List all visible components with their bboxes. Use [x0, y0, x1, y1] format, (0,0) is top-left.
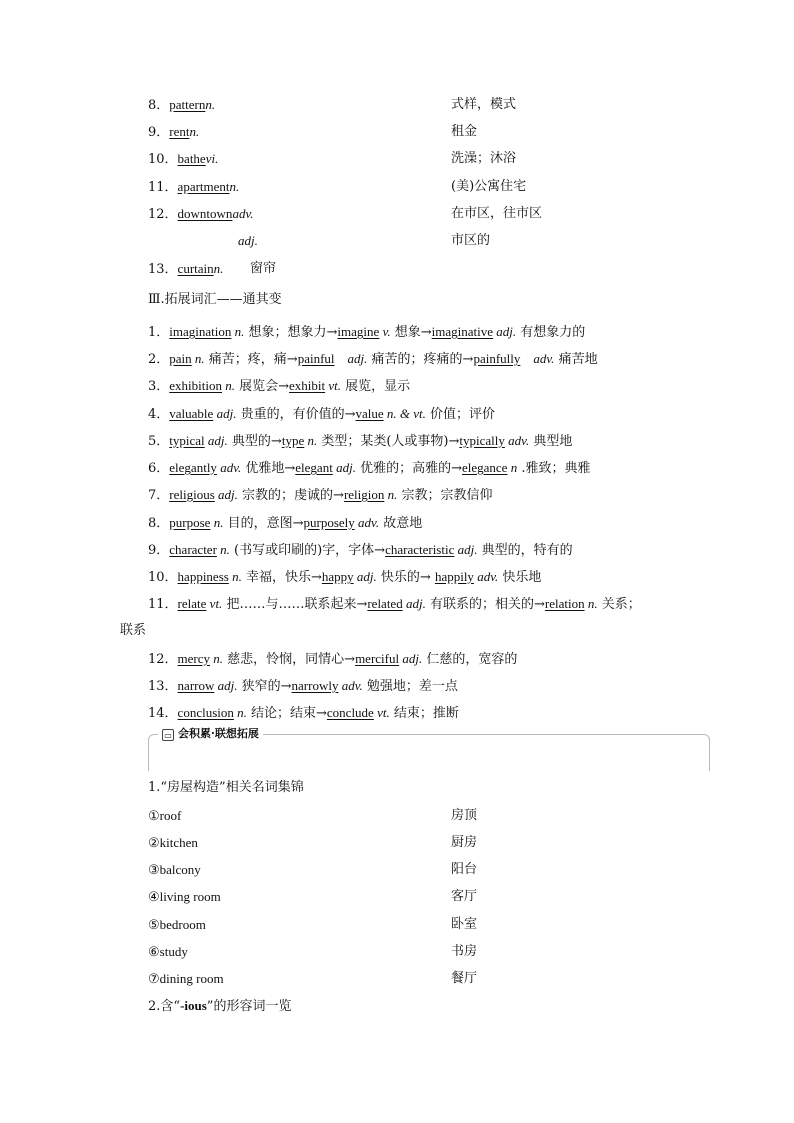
- derivation-word: valuable: [169, 406, 214, 421]
- house-term-en: ②kitchen: [148, 835, 198, 850]
- part-of-speech: adj.: [399, 651, 423, 666]
- part-of-speech: n: [507, 460, 518, 475]
- derivation-gloss: 优雅地→: [241, 461, 296, 476]
- derivation-word: religion: [343, 487, 385, 502]
- house-term-en: ⑥study: [148, 944, 188, 959]
- house-term-zh: 厨房: [451, 835, 478, 850]
- vocab-item: 11．apartmentn.: [148, 179, 240, 195]
- part-of-speech: n.: [210, 515, 224, 530]
- tips-box-title: ▭ 会积累·联想拓展: [158, 727, 263, 741]
- derivation-gloss: 典型的，特有的: [477, 543, 573, 558]
- derivation-word: purpose: [169, 515, 211, 530]
- derivation-gloss: 目的，意图→: [223, 516, 304, 531]
- part-of-speech: n.: [228, 569, 242, 584]
- house-term-zh: 阳台: [451, 862, 478, 877]
- derivation-item: 14．conclusion n. 结论；结束→conclude vt. 结束；推断: [148, 705, 459, 721]
- derivation-item: 6．elegantly adv. 优雅地→elegant adj. 优雅的；高雅的→elegance n .雅致；典雅: [148, 460, 591, 476]
- house-term-en: ⑤bedroom: [148, 917, 206, 932]
- vocab-extra-pos: adj.: [238, 233, 258, 248]
- derivation-word: exhibit: [289, 378, 326, 393]
- part-of-speech: adv.: [504, 433, 530, 448]
- derivation-gloss: 有想象力的: [516, 325, 586, 340]
- part-of-speech: adv.: [338, 678, 363, 693]
- part-of-speech: n.: [233, 705, 247, 720]
- vocab-word: bathe: [177, 151, 206, 166]
- part-of-speech: n.: [191, 351, 205, 366]
- derivation-gloss: 想象→: [390, 325, 432, 340]
- derivation-gloss: 幸福，快乐→: [241, 570, 322, 585]
- part-of-speech: adv.: [354, 515, 380, 530]
- derivation-gloss: 结束；推断: [389, 706, 459, 721]
- derivation-gloss: 勉强地；差一点: [362, 679, 458, 694]
- derivation-word: conclusion: [177, 705, 234, 720]
- derivation-word: pain: [169, 351, 192, 366]
- derivation-gloss: 痛苦地: [554, 352, 598, 367]
- derivation-word: imaginative: [431, 324, 494, 339]
- house-term-en: ①roof: [148, 808, 182, 823]
- part-of-speech: adj.: [493, 324, 517, 339]
- vocab-item: 9．rentn.: [148, 124, 200, 140]
- derivation-item: 1．imagination n. 想象；想象力→imagine v. 想象→imaginative adj. 有想象力的: [148, 324, 586, 340]
- derivation-word: happy: [321, 569, 354, 584]
- derivation-item: 4．valuable adj. 贵重的，有价值的→value n. & vt. 价值；评价: [148, 406, 496, 422]
- derivation-word: elegantly: [169, 460, 217, 475]
- derivation-gloss: 慈悲，怜悯，同情心→: [223, 652, 356, 667]
- part-of-speech: adj.: [334, 351, 368, 366]
- vocab-item: 8．patternn.: [148, 97, 216, 113]
- derivation-word: elegant: [295, 460, 333, 475]
- house-term-zh: 客厅: [451, 889, 478, 904]
- vocab-meaning: 租金: [451, 124, 478, 139]
- house-term-zh: 房顶: [451, 808, 478, 823]
- section-heading: Ⅲ.拓展词汇——通其变: [148, 292, 282, 307]
- part-of-speech: n.: [210, 651, 224, 666]
- derivation-word: value: [355, 406, 384, 421]
- part-of-speech: vt.: [325, 378, 342, 393]
- derivation-item: 11．relate vt. 把……与……联系起来→related adj. 有联系的；相关的→relation n. 关系；: [148, 596, 641, 612]
- derivation-gloss: 典型地: [529, 434, 573, 449]
- derivation-word: character: [169, 542, 217, 557]
- derivation-word: painful: [297, 351, 335, 366]
- derivation-word: painfully: [473, 351, 521, 366]
- part-of-speech: adj.: [332, 460, 356, 475]
- vocab-word: apartment: [177, 179, 230, 194]
- house-term-en: ③balcony: [148, 862, 201, 877]
- derivation-item: 8．purpose n. 目的，意图→purposely adv. 故意地: [148, 515, 423, 531]
- part-of-speech: adj.: [353, 569, 377, 584]
- derivation-gloss: 狭窄的→: [237, 679, 292, 694]
- derivation-word: relation: [544, 596, 585, 611]
- derivation-word: narrowly: [291, 678, 339, 693]
- part-of-speech: n.: [222, 378, 235, 393]
- house-heading: 1.“房屋构造”相关名词集锦: [148, 780, 304, 795]
- derivation-gloss: 有联系的；相关的→: [425, 597, 545, 612]
- derivation-gloss: 典型的→: [227, 434, 282, 449]
- house-term-zh: 书房: [451, 944, 478, 959]
- part-of-speech: adj.: [213, 406, 237, 421]
- vocab-item: 13．curtainn.: [148, 261, 224, 277]
- note-icon: ▭: [162, 729, 174, 741]
- derivation-word: related: [367, 596, 403, 611]
- derivation-item: 9．character n. (书写或印刷的)字，字体→characteristic adj. 典型的，特有的: [148, 542, 573, 558]
- derivation-word: merciful: [355, 651, 400, 666]
- derivation-word: purposely: [303, 515, 355, 530]
- derivation-gloss: 展览，显示: [341, 379, 411, 394]
- part-of-speech: n. & vt.: [383, 406, 426, 421]
- derivation-gloss: 宗教；宗教信仰: [397, 488, 493, 503]
- derivation-word: type: [281, 433, 305, 448]
- derivation-word: exhibition: [169, 378, 222, 393]
- derivation-word: happily: [434, 569, 474, 584]
- derivation-word: imagination: [169, 324, 232, 339]
- house-term-en: ⑦dining room: [148, 971, 224, 986]
- house-term-zh: 餐厅: [451, 971, 478, 986]
- derivation-item: 12．mercy n. 慈悲，怜悯，同情心→merciful adj. 仁慈的，宽容的: [148, 651, 518, 667]
- derivation-word: elegance: [461, 460, 508, 475]
- derivation-item: 2．pain n. 痛苦；疼，痛→painful adj. 痛苦的；疼痛的→painfully adv. 痛苦地: [148, 351, 598, 367]
- derivation-gloss: 把……与……联系起来→: [222, 597, 368, 612]
- derivation-word: conclude: [326, 705, 374, 720]
- vocab-meaning: 市区的: [451, 233, 491, 248]
- derivation-word: relate: [177, 596, 207, 611]
- derivation-word: typically: [459, 433, 505, 448]
- vocab-word: pattern: [169, 97, 206, 112]
- derivation-item: 5．typical adj. 典型的→type n. 类型；某类(人或事物)→typically adv. 典型地: [148, 433, 573, 449]
- derivation-gloss: 结论；结束→: [246, 706, 327, 721]
- derivation-gloss: 价值；评价: [425, 407, 496, 422]
- vocab-word: curtain: [177, 261, 214, 276]
- part-of-speech: adv.: [520, 351, 555, 366]
- derivation-gloss: .雅致；典雅: [517, 461, 591, 476]
- part-of-speech: n.: [304, 433, 318, 448]
- derivation-gloss: 关系；: [597, 597, 641, 612]
- derivation-gloss: (书写或印刷的)字，字体→: [229, 543, 386, 558]
- part-of-speech: adj.: [454, 542, 478, 557]
- part-of-speech: adv.: [473, 569, 499, 584]
- house-term-en: ④living room: [148, 889, 221, 904]
- part-of-speech: vt.: [206, 596, 223, 611]
- part-of-speech: adj.: [214, 487, 238, 502]
- derivation-gloss: 宗教的；虔诚的→: [237, 488, 344, 503]
- derivation-gloss: 痛苦；疼，痛→: [204, 352, 298, 367]
- derivation-gloss: 类型；某类(人或事物)→: [317, 434, 460, 449]
- derivation-word: imagine: [337, 324, 380, 339]
- derivation-gloss: 展览会→: [235, 379, 290, 394]
- part-of-speech: n.: [384, 487, 398, 502]
- part-of-speech: vt.: [373, 705, 390, 720]
- derivation-item: 3．exhibition n. 展览会→exhibit vt. 展览，显示: [148, 378, 411, 394]
- derivation-gloss: 痛苦的；疼痛的→: [367, 352, 474, 367]
- derivation-item: 7．religious adj. 宗教的；虔诚的→religion n. 宗教；宗教信仰: [148, 487, 493, 503]
- part-of-speech: n.: [584, 596, 598, 611]
- vocab-meaning: 窗帘: [250, 261, 277, 276]
- derivation-gloss: 快乐地: [498, 570, 542, 585]
- part-of-speech: n.: [216, 542, 230, 557]
- part-of-speech: adj.: [402, 596, 426, 611]
- part-of-speech: v.: [379, 324, 391, 339]
- vocab-item: 12．downtownadv.: [148, 206, 254, 222]
- derivation-gloss: 故意地: [379, 516, 423, 531]
- vocab-word: rent: [169, 124, 190, 139]
- house-term-zh: 卧室: [451, 917, 478, 932]
- derivation-gloss: 快乐的→: [376, 570, 435, 585]
- wrapped-text: 联系: [120, 623, 147, 638]
- part-of-speech: adj.: [214, 678, 238, 693]
- derivation-gloss: 仁慈的，宽容的: [422, 652, 518, 667]
- derivation-word: narrow: [177, 678, 215, 693]
- part-of-speech: adj.: [204, 433, 228, 448]
- derivation-word: characteristic: [385, 542, 455, 557]
- vocab-item: 10．bathevi.: [148, 151, 219, 167]
- derivation-gloss: 想象；想象力→: [244, 325, 338, 340]
- derivation-word: happiness: [177, 569, 229, 584]
- part-of-speech: n.: [231, 324, 245, 339]
- derivation-item: 13．narrow adj. 狭窄的→narrowly adv. 勉强地；差一点: [148, 678, 458, 694]
- derivation-item: 10．happiness n. 幸福，快乐→happy adj. 快乐的→ happily adv. 快乐地: [148, 569, 542, 585]
- derivation-word: religious: [169, 487, 215, 502]
- derivation-word: typical: [169, 433, 205, 448]
- vocab-meaning: 在市区，往市区: [451, 206, 543, 221]
- vocab-meaning: 式样，模式: [451, 97, 517, 112]
- vocab-meaning: 洗澡；沐浴: [451, 151, 517, 166]
- ious-heading: 2.含“-ious”的形容词一览: [148, 998, 292, 1014]
- derivation-word: mercy: [177, 651, 211, 666]
- derivation-gloss: 贵重的，有价值的→: [236, 407, 356, 422]
- vocab-word: downtown: [177, 206, 233, 221]
- derivation-gloss: 优雅的；高雅的→: [355, 461, 462, 476]
- vocab-meaning: (美)公寓住宅: [451, 179, 527, 194]
- part-of-speech: adv.: [216, 460, 242, 475]
